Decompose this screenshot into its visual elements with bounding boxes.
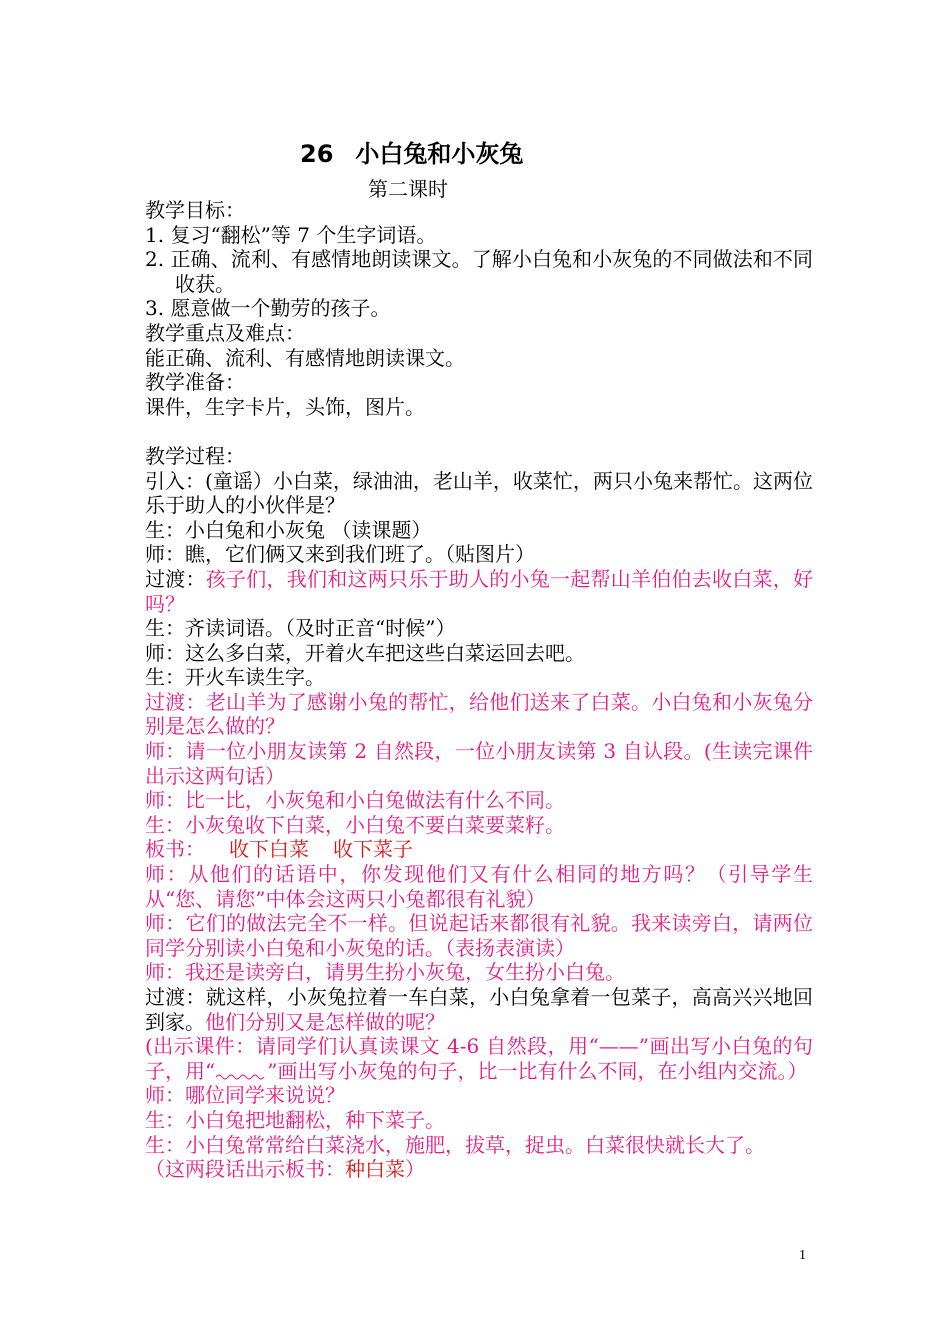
lesson-subtitle: 第二课时 (368, 177, 448, 201)
process-line: 生：小白兔把地翻松，种下菜子。 (145, 1107, 445, 1132)
process-line: 师：这么多白菜，开着火车把这些白菜运回去吧。 (145, 640, 585, 665)
process-line: 师：它们的做法完全不一样。但说起话来都很有礼貌。我来读旁白，请两位同学分别读小白兔和小灰兔的话。（表扬表演读） (145, 911, 813, 960)
goals-heading: 教学目标： (145, 198, 245, 222)
process-transition: 过渡：老山羊为了感谢小兔的帮忙，给他们送来了白菜。小白兔和小灰兔分别是怎么做的？ (145, 689, 813, 739)
process-transition (145, 985, 813, 1034)
preparation-text: 课件，生字卡片，头饰，图片。 (145, 394, 425, 419)
process-line: 师：瞧，它们俩又来到我们班了。（贴图片） (145, 542, 535, 567)
blackboard-item: 收下菜子 (333, 837, 413, 862)
key-points-heading: 教学重点及难点： (145, 320, 305, 345)
process-line: 生：齐读词语。（及时正音“时候”） (145, 616, 456, 641)
process-line: 生：小白兔和小灰兔 （读课题） (145, 517, 432, 542)
goal-item-3: 3. 愿意做一个勤劳的孩子。 (145, 296, 391, 321)
blackboard-item: 种白菜 (345, 1157, 405, 1182)
process-intro: 引入：(童谣）小白菜，绿油油，老山羊，收菜忙，两只小兔来帮忙。这两位乐于助人的小伙伴是？ (145, 468, 813, 518)
process-line: 生：开火车读生字。 (145, 665, 325, 690)
blackboard-item: 收下白菜 (229, 837, 309, 862)
process-transition (145, 567, 813, 616)
goal-item-2: 2. 正确、流利、有感情地朗读课文。了解小白兔和小灰兔的不同做法和不同收获。 (145, 247, 813, 296)
transition-label: 过渡： (145, 566, 206, 591)
lesson-title (300, 134, 523, 169)
document-body (145, 198, 813, 1182)
blackboard-label: 板书： (145, 837, 205, 862)
process-line: 师：我还是读旁白，请男生扮小灰兔，女生扮小白兔。 (145, 960, 625, 985)
process-line: 生：小白兔常常给白菜浇水，施肥，拔草，捉虫。白菜很快就长大了。 (145, 1132, 765, 1157)
lesson-number: 26 (300, 140, 334, 168)
courseware-instruction (145, 1034, 813, 1083)
process-heading: 教学过程： (145, 443, 245, 468)
lesson-title-text: 小白兔和小灰兔 (355, 140, 524, 168)
process-line: 师：请一位小朋友读第 2 自然段，一位小朋友读第 3 自认段。(生读完课件出示这两句话） (145, 739, 813, 788)
key-points-text: 能正确、流利、有感情地朗读课文。 (145, 345, 465, 370)
goal-item-1: 1. 复习“翻松”等 7 个生字词语。 (145, 222, 437, 247)
page-number: 1 (799, 1248, 806, 1263)
transition-text: 孩子们，我们和这两只乐于助人的小兔一起帮山羊伯伯去收白菜，好吗？ (145, 566, 813, 616)
blackboard-line (145, 837, 813, 862)
process-line: 师：哪位同学来说说？ (145, 1083, 345, 1108)
transition-question: 他们分别又是怎样做的呢？ (205, 1009, 445, 1034)
process-line: 师：比一比，小灰兔和小白兔做法有什么不同。 (145, 788, 565, 813)
instruction-text: (出示课件：请同学们认真读课文 4-6 自然段，用“——”画出写小白兔的句子，用“ (145, 1034, 813, 1083)
preparation-heading: 教学准备： (145, 370, 245, 395)
wavy-underline-mark (215, 1071, 267, 1081)
transition-text: 过渡：就这样，小灰兔拉着一车白菜，小白兔拿着一包菜子，高高兴兴地回到家。 (145, 985, 813, 1034)
process-line: 生：小灰兔收下白菜，小白兔不要白菜要菜籽。 (145, 812, 565, 837)
blackboard-note: （这两段话出示板书：种白菜） (145, 1157, 425, 1182)
process-line: 师：从他们的话语中，你发现他们又有什么相同的地方吗？（引导学生从“您、请您”中体会这两只小兔都很有礼貌） (145, 862, 813, 911)
blank-line (145, 419, 813, 444)
instruction-text: ”画出写小灰兔的句子，比一比有什么不同，在小组内交流。） (267, 1058, 808, 1083)
